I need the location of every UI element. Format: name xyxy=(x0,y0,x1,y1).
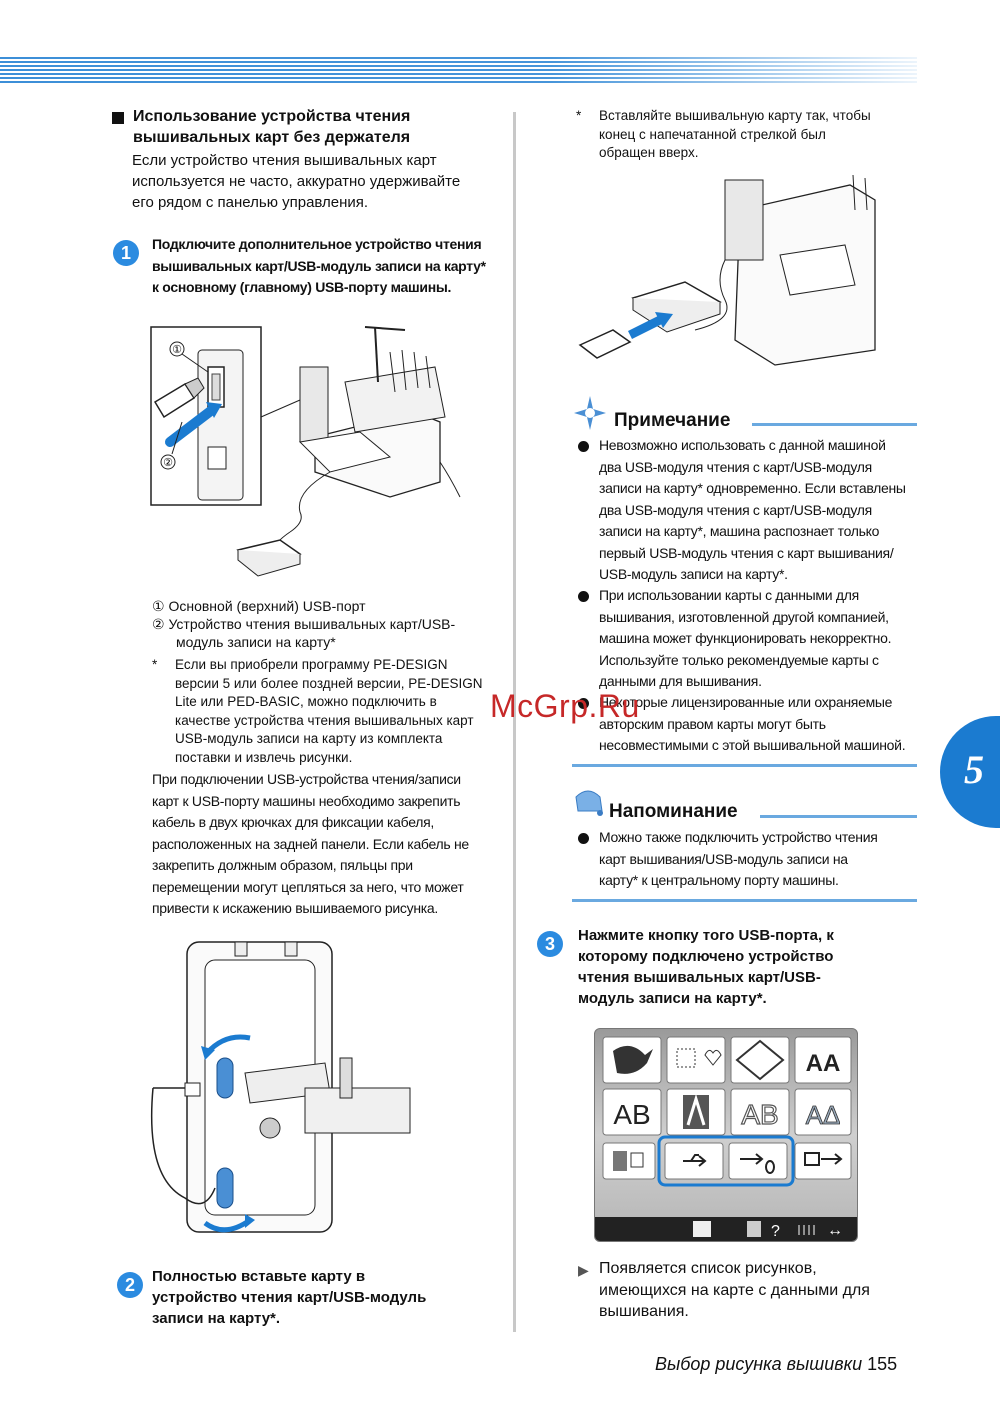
usb-connection-illustration xyxy=(150,322,480,582)
note-title: Примечание xyxy=(614,410,731,431)
figure-legend xyxy=(152,597,455,651)
step-3-badge: 3 xyxy=(537,931,563,957)
step-2-badge: 2 xyxy=(117,1272,143,1298)
control-panel xyxy=(725,180,763,260)
section-intro xyxy=(132,150,460,213)
chapter-number: 5 xyxy=(964,747,984,792)
machine-lcd-screen xyxy=(594,1028,858,1242)
footnote-right-star: * xyxy=(576,108,582,123)
screen-bottom-bar xyxy=(595,1217,857,1241)
chapter-tab xyxy=(940,716,1000,828)
result-text: Появляется список рисунков, имеющихся на карте с данными для вышивания. xyxy=(599,1260,870,1320)
insert-arrow xyxy=(630,320,660,335)
cable-paragraph: При подключении USB-устройства чтения/записи карт к USB-порту машины необходимо закрепить кабель в двух крючках для фиксации кабеля, расположенных на задней панели. Если кабель не закрепить должным образом, пяльцы при перемещении могут цепляться за него, что может привести к искажению вышиваемого рисунка. xyxy=(152,771,469,916)
callout-2: ② xyxy=(163,457,173,469)
sparkle-icon xyxy=(572,395,608,431)
cable-hook-upper xyxy=(217,1058,233,1098)
legend-2-num: ② xyxy=(152,616,165,632)
note-title-rule xyxy=(752,423,917,426)
intro-line: его рядом с панелью управления. xyxy=(132,194,369,211)
arm-bracket xyxy=(305,1088,410,1133)
footnote-left: Если вы приобрели программу PE-DESIGN версии 5 или более поздней версии, PE-DESIGN Lite или PED-BASIC, можно подключить в качестве устройства чтения вышивальных карт USB-модуль записи на карту из комплекта поставки и извлечь рисунки. xyxy=(175,657,483,765)
page-number: 155 xyxy=(867,1354,898,1374)
page-footer xyxy=(655,1354,897,1375)
embroidery-card xyxy=(580,330,630,358)
control-panel xyxy=(300,367,328,442)
ab-label: AB xyxy=(613,1099,651,1130)
note-item-2: При использовании карты с данными для вышивания, изготовленной другой компанией, машина может функционировать некорректно. Используйте только рекомендуемые карты с данными для вышивания. xyxy=(599,587,892,689)
reminder-text: Можно также подключить устройство чтения карт вышивания/USB-модуль записи на карту* к центральному порту машины. xyxy=(599,829,878,888)
screen-q: ? xyxy=(771,1223,780,1240)
step-1-badge: 1 xyxy=(113,240,139,266)
section-title: Использование устройства чтения вышивальных карт без держателя xyxy=(133,108,411,146)
footnote-star: * xyxy=(152,657,158,672)
btn-machine-memory xyxy=(603,1143,655,1179)
callout-1: ① xyxy=(172,344,182,356)
intro-line: Если устройство чтения вышивальных карт xyxy=(132,152,437,169)
bell-icon xyxy=(572,787,606,817)
ab-outline-label: AB xyxy=(741,1099,779,1130)
step-2-text: Полностью вставьте карту в устройство чтения карт/USB-модуль записи на карту*. xyxy=(152,1268,427,1327)
legend-2-text: Устройство чтения вышивальных карт/USB- xyxy=(168,616,456,632)
legend-1-text: Основной (верхний) USB-порт xyxy=(168,598,366,614)
cable-hook-lower xyxy=(217,1168,233,1208)
step-3-text: Нажмите кнопку того USB-порта, к которому подключено устройство чтения вышивальных карт/USB- модуль записи на карту*. xyxy=(578,927,834,1007)
cable-hooks-illustration xyxy=(145,938,415,1243)
result-arrow: ▶ xyxy=(578,1262,589,1278)
note-item-1: Невозможно использовать с данной машиной два USB-модуля чтения с карт/USB-модуля записи на карту* одновременно. Если вставлены два USB-модуля чтения с карт/USB-модуля записи на карту*, машина распознает только первый USB-модуль чтения с карт вышивания/ USB-модуль записи на карту*. xyxy=(599,437,906,582)
watermark: McGrp.Ru xyxy=(490,688,640,724)
usb-port-b xyxy=(208,447,226,469)
header-stripe-band xyxy=(0,57,917,83)
card-insertion-illustration xyxy=(575,170,880,370)
legend-1-num: ① xyxy=(152,598,165,614)
reminder-bottom-rule xyxy=(572,899,917,902)
footnote-right: Вставляйте вышивальную карту так, чтобы конец с напечатанной стрелкой был обращен вверх. xyxy=(599,108,871,160)
reminder-title: Напоминание xyxy=(609,801,738,822)
note-bottom-rule xyxy=(572,764,917,767)
btn-monogram xyxy=(731,1037,789,1083)
footer-title: Выбор рисунка вышивки xyxy=(655,1354,863,1374)
btn-computer xyxy=(795,1143,851,1179)
bullet xyxy=(578,833,589,844)
aa-label: AA xyxy=(805,1050,841,1077)
screen-arrows: ↔ xyxy=(827,1222,843,1239)
bullet xyxy=(578,441,589,452)
step-1-text: Подключите дополнительное устройство чтения вышивальных карт/USB-модуль записи на карту* к основному (главному) USB-порту машины. xyxy=(152,236,486,295)
reminder-title-rule xyxy=(760,815,917,818)
note-item-3: Некоторые лицензированные или охраняемые авторским правом карты могут быть несовместимыми с этой вышивальной машиной. xyxy=(599,694,906,753)
section-square-bullet xyxy=(112,112,124,124)
intro-line: используется не часто, аккуратно удерживайте xyxy=(132,173,461,190)
bullet xyxy=(578,591,589,602)
screen-buttons xyxy=(595,1029,857,1241)
ad-label: AΔ xyxy=(805,1100,841,1130)
legend-2-text-cont: модуль записи на карту* xyxy=(176,634,336,650)
btn-frame-heart xyxy=(667,1037,725,1083)
btn-usb-mouse xyxy=(729,1143,787,1179)
